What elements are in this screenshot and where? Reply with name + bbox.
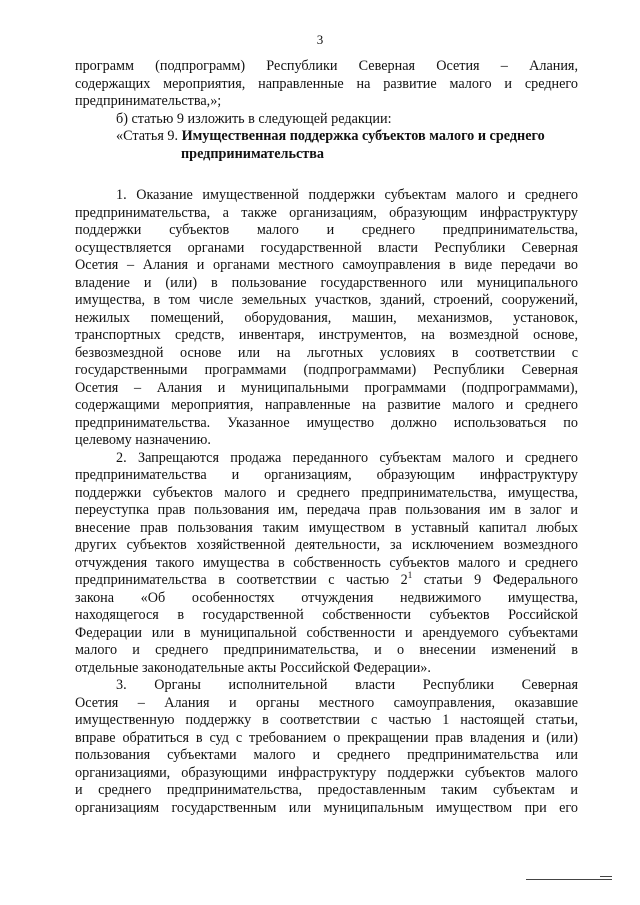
text-line: Осетия – Алания и органами местного самоуправления в виде передачи во <box>75 257 578 273</box>
text-fragment: статьи 9 Федерального <box>412 572 578 588</box>
footer-rule <box>526 879 612 880</box>
text-line: 3. Органы исполнительной власти Республики Северная <box>116 677 578 693</box>
text-line: имущественную поддержку в соответствии с частью 1 настоящей статьи, <box>75 712 578 728</box>
text-line: безвозмездной основе или на льготных условиях в соответствии с <box>75 344 578 361</box>
page-number: 3 <box>316 32 324 47</box>
text-line: отдельные законодательные акты Российской Федерации». <box>75 659 431 676</box>
text-line: предпринимательства и организациям, образующим инфраструктуру <box>75 467 578 483</box>
text-line: б) статью 9 изложить в следующей редакции: <box>116 110 392 127</box>
text-line: организациями, образующими инфраструктуру поддержки субъектов малого <box>75 764 578 781</box>
text-line: малого и среднего предпринимательства, и о внесении изменений в <box>75 642 578 658</box>
text-line: предпринимательства. Указанное имущество должно использоваться по <box>75 414 578 431</box>
text-line: поддержки субъектов малого и среднего предпринимательства, <box>75 222 578 238</box>
text-line: имущества, в том числе земельных участков, зданий, строений, сооружений, <box>75 292 578 308</box>
text-line: 2. Запрещаются продажа переданного субъектам малого и среднего <box>116 449 578 466</box>
text-line: содержащих мероприятия, направленные на развитие малого и среднего <box>75 75 578 92</box>
text-line: Федерации или в муниципальной собственности и арендуемого субъектами <box>75 624 578 641</box>
text-line: поддержки субъектов малого и среднего предпринимательства, имущества, <box>75 484 578 501</box>
text-line: внесение прав пользования таким имуществом в уставный капитал любых <box>75 519 578 536</box>
text-line: осуществляется органами государственной власти Республики Северная <box>75 239 578 256</box>
text-line: содержащими мероприятия, направленные на развитие малого и среднего <box>75 397 578 413</box>
text-line: государственными программами (подпрограммами) Республики Северная <box>75 362 578 378</box>
footer-rule-mark <box>600 876 612 877</box>
text-fragment: предпринимательства в соответствии с частью 2 <box>75 572 408 588</box>
text-line: Осетия – Алания и органы местного самоуправления, оказавшие <box>75 694 578 711</box>
text-line: других субъектов хозяйственной деятельности, за исключением возмездного <box>75 537 578 553</box>
text-line: нежилых помещений, оборудования, машин, механизмов, установок, <box>75 309 578 326</box>
text-line: вправе обратиться в суд с требованием о прекращении прав владения и (или) <box>75 729 578 746</box>
spacer <box>75 163 578 187</box>
text-line: Осетия – Алания и муниципальными программами (подпрограммами), <box>75 379 578 396</box>
text-line: закона «Об особенностях отчуждения недвижимого имущества, <box>75 589 578 606</box>
text-line: предпринимательства, а также организациям, образующим инфраструктуру <box>75 204 578 221</box>
text-line: транспортных средств, инвентаря, инструментов, на возмездной основе, <box>75 327 578 343</box>
text-line: находящегося в государственной собственности субъектов Российской <box>75 607 578 623</box>
article-heading-prefix: «Статья 9. <box>116 128 182 144</box>
text-line: целевому назначению. <box>75 432 211 448</box>
text-line: отчуждения такого имущества в собственность субъектов малого и среднего <box>75 554 578 571</box>
document-body <box>75 58 578 817</box>
text-line: программ (подпрограмм) Республики Северная Осетия – Алания, <box>75 58 578 74</box>
article-heading-title-cont: предпринимательства <box>181 145 324 162</box>
text-line: переуступка прав пользования им, передача прав пользования им в залог и <box>75 502 578 518</box>
text-line: организациям государственным или муниципальным имуществом при его <box>75 799 578 816</box>
text-line: 1. Оказание имущественной поддержки субъектам малого и среднего <box>116 187 578 203</box>
text-line <box>75 572 578 590</box>
superscript: 1 <box>407 570 413 580</box>
text-line: и среднего предпринимательства, предоставленным таким субъектам и <box>75 782 578 798</box>
article-heading <box>75 128 578 146</box>
text-line: владение и (или) в пользование государственного или муниципального <box>75 274 578 291</box>
text-line: пользования субъектами малого и среднего предпринимательства или <box>75 747 578 763</box>
article-heading-title: Имущественная поддержка субъектов малого и среднего <box>181 128 545 144</box>
text-line: предпринимательства,»; <box>75 93 222 109</box>
